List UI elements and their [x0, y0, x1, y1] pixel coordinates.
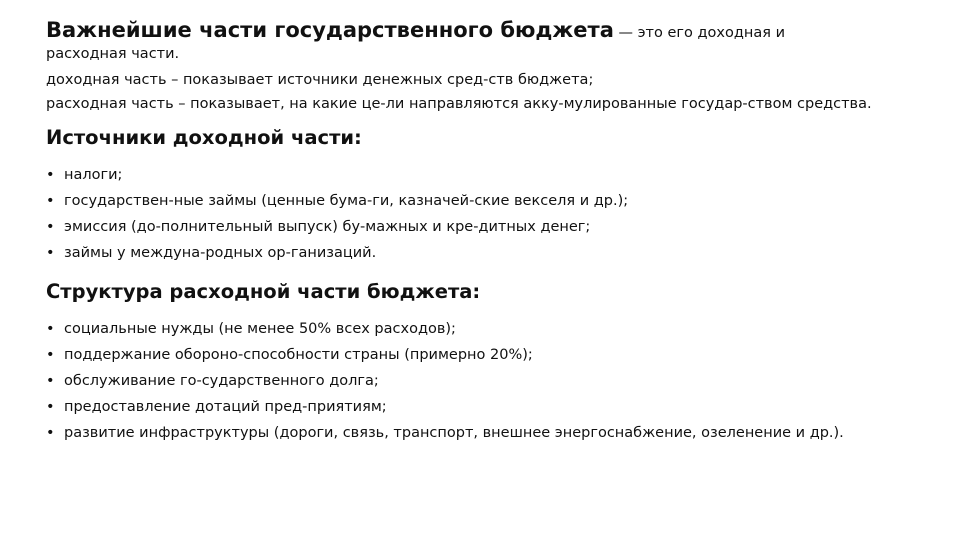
list-item-text: развитие инфраструктуры (дороги, связь, транспорт, внешнее энергоснабжение, озеленение и др.).: [64, 425, 844, 441]
list-item: [46, 368, 880, 394]
bullet-icon: •: [46, 425, 55, 441]
list-item-text: государствен-ные займы (ценные бума-ги, казначей-ские векселя и др.);: [64, 193, 629, 209]
bullet-icon: •: [46, 321, 55, 337]
list-item-text: предоставление дотаций пред-приятиям;: [64, 399, 387, 415]
list-item-text: налоги;: [64, 167, 123, 183]
document-title: [46, 18, 880, 45]
title-continuation: расходная части.: [46, 46, 180, 62]
list-item: [46, 162, 880, 188]
expense-list: [46, 316, 880, 441]
bullet-icon: •: [46, 399, 55, 415]
list-item: [46, 240, 880, 266]
list-item: [46, 394, 880, 420]
income-heading: Источники доходной части:: [46, 126, 362, 149]
title-bold: Важнейшие части государственного бюджета: [46, 18, 614, 42]
list-item: [46, 420, 880, 441]
list-item-text: поддержание обороно-способности страны (примерно 20%);: [64, 347, 533, 363]
paragraph-expense-definition: расходная часть – показывает, на какие це-ли направляются акку-мулированные государ-ством средства.: [46, 96, 872, 112]
bullet-icon: •: [46, 347, 55, 363]
bullet-icon: •: [46, 167, 55, 183]
title-rest: — это его доходная и: [613, 25, 785, 41]
paragraph-income-definition: доходная часть – показывает источники денежных сред-ств бюджета;: [46, 72, 594, 88]
income-list: [46, 162, 880, 266]
bullet-icon: •: [46, 193, 55, 209]
list-item: [46, 342, 880, 368]
bullet-icon: •: [46, 245, 55, 261]
list-item-text: займы у междуна-родных ор-ганизаций.: [64, 245, 377, 261]
list-item-text: социальные нужды (не менее 50% всех расходов);: [64, 321, 456, 337]
list-item: [46, 188, 880, 214]
list-item-text: обслуживание го-сударственного долга;: [64, 373, 379, 389]
bullet-icon: •: [46, 219, 55, 235]
list-item: [46, 214, 880, 240]
list-item: [46, 316, 880, 342]
expense-heading: Структура расходной части бюджета:: [46, 280, 481, 303]
bullet-icon: •: [46, 373, 55, 389]
list-item-text: эмиссия (до-полнительный выпуск) бу-мажных и кре-дитных денег;: [64, 219, 591, 235]
